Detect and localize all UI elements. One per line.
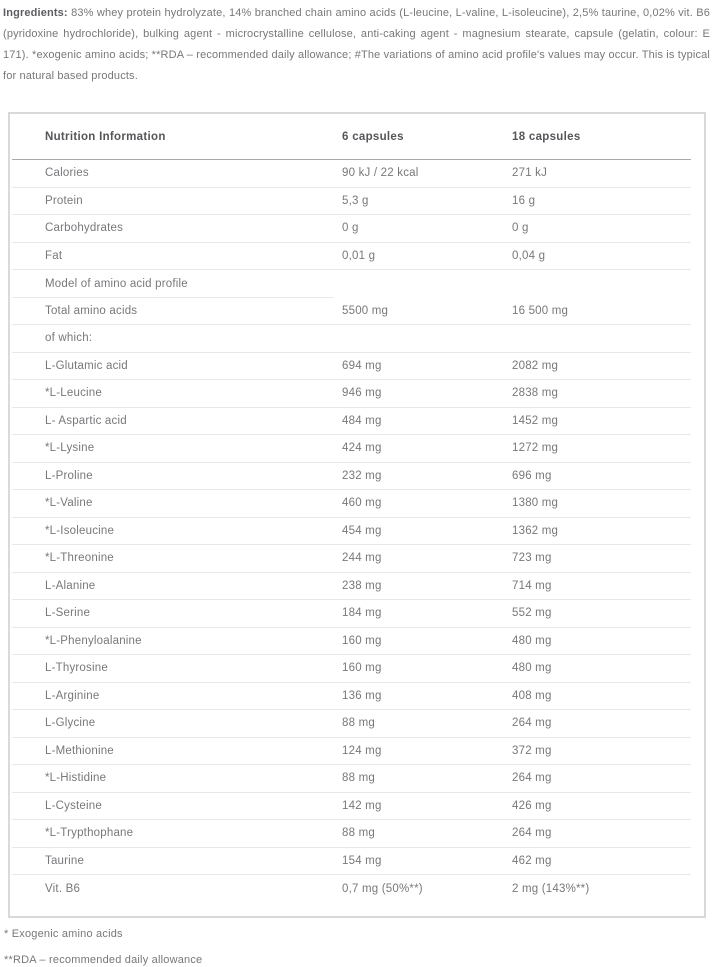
value-6-capsules: 184 mg (342, 607, 382, 620)
table-row (12, 298, 691, 326)
table-row (12, 353, 691, 381)
table-row (12, 600, 691, 628)
table-row (12, 710, 691, 738)
row-label: of which: (45, 332, 93, 345)
value-18-capsules: 2082 mg (512, 359, 559, 372)
value-18-capsules: 0,04 g (512, 249, 546, 262)
table-row (12, 188, 691, 216)
value-6-capsules: 460 mg (342, 497, 382, 510)
table-row (12, 215, 691, 243)
value-18-capsules: 2 mg (143%**) (512, 882, 590, 895)
row-label: Fat (45, 249, 63, 262)
value-6-capsules: 124 mg (342, 744, 382, 757)
row-label: L-Serine (45, 607, 91, 620)
value-18-capsules: 16 500 mg (512, 304, 569, 317)
value-18-capsules: 480 mg (512, 662, 552, 675)
value-18-capsules: 408 mg (512, 689, 552, 702)
row-label: *L-Isoleucine (45, 524, 115, 537)
table-row (12, 160, 691, 188)
value-6-capsules: 232 mg (342, 469, 382, 482)
row-label: *L-Histidine (45, 772, 107, 785)
value-6-capsules: 5,3 g (342, 194, 369, 207)
column-header-18-capsules: 18 capsules (512, 130, 581, 143)
row-label: L-Methionine (45, 744, 114, 757)
row-label: L-Alanine (45, 579, 96, 592)
value-18-capsules: 552 mg (512, 607, 552, 620)
table-row (12, 518, 691, 546)
value-18-capsules: 0 g (512, 222, 529, 235)
table-row (12, 545, 691, 573)
value-18-capsules: 480 mg (512, 634, 552, 647)
row-label: L-Cysteine (45, 799, 102, 812)
row-label: L- Aspartic acid (45, 414, 127, 427)
table-row (12, 573, 691, 601)
row-label: *L-Threonine (45, 552, 114, 565)
row-label: L-Proline (45, 469, 93, 482)
row-label: L-Glycine (45, 717, 96, 730)
value-6-capsules: 424 mg (342, 442, 382, 455)
ingredients-label: Ingredients: (3, 7, 68, 19)
value-6-capsules: 5500 mg (342, 304, 389, 317)
row-label: *L-Phenyloalanine (45, 634, 142, 647)
value-6-capsules: 90 kJ / 22 kcal (342, 167, 419, 180)
table-row (12, 463, 691, 491)
value-6-capsules: 244 mg (342, 552, 382, 565)
table-row (12, 793, 691, 821)
value-6-capsules: 88 mg (342, 772, 375, 785)
value-18-capsules: 426 mg (512, 799, 552, 812)
value-18-capsules: 264 mg (512, 772, 552, 785)
table-row (12, 380, 691, 408)
value-18-capsules: 264 mg (512, 827, 552, 840)
row-label: *L-Trypthophane (45, 827, 134, 840)
table-row (12, 628, 691, 656)
footnote-rda: **RDA – recommended daily allowance (4, 953, 203, 966)
value-18-capsules: 696 mg (512, 469, 552, 482)
table-row (12, 325, 691, 353)
table-row (12, 243, 691, 271)
value-18-capsules: 1272 mg (512, 442, 559, 455)
value-6-capsules: 694 mg (342, 359, 382, 372)
table-row (12, 820, 691, 848)
value-6-capsules: 88 mg (342, 717, 375, 730)
value-6-capsules: 142 mg (342, 799, 382, 812)
column-header-nutrition-information: Nutrition Information (45, 130, 166, 143)
row-label: Total amino acids (45, 304, 138, 317)
row-label: Protein (45, 194, 83, 207)
row-label: *L-Leucine (45, 387, 102, 400)
table-header-row (12, 114, 691, 160)
table-row (12, 408, 691, 436)
ingredients-paragraph (0, 0, 714, 87)
table-row (12, 848, 691, 876)
value-6-capsules: 238 mg (342, 579, 382, 592)
table-row (12, 655, 691, 683)
row-label: Taurine (45, 854, 85, 867)
table-body (10, 160, 704, 903)
value-6-capsules: 454 mg (342, 524, 382, 537)
value-18-capsules: 462 mg (512, 854, 552, 867)
table-row (12, 738, 691, 766)
value-18-capsules: 714 mg (512, 579, 552, 592)
column-header-6-capsules: 6 capsules (342, 130, 404, 143)
value-18-capsules: 1380 mg (512, 497, 559, 510)
row-label: Carbohydrates (45, 222, 124, 235)
table-row (12, 875, 691, 903)
row-label: *L-Lysine (45, 442, 95, 455)
table-row (12, 765, 691, 793)
table-row (12, 435, 691, 463)
value-18-capsules: 264 mg (512, 717, 552, 730)
value-6-capsules: 160 mg (342, 662, 382, 675)
value-6-capsules: 136 mg (342, 689, 382, 702)
value-18-capsules: 723 mg (512, 552, 552, 565)
value-18-capsules: 1362 mg (512, 524, 559, 537)
nutrition-table (8, 112, 706, 918)
table-row (12, 270, 691, 298)
row-label: Calories (45, 167, 89, 180)
row-label: L-Thyrosine (45, 662, 108, 675)
value-6-capsules: 88 mg (342, 827, 375, 840)
value-6-capsules: 0,01 g (342, 249, 376, 262)
ingredients-text: 83% whey protein hydrolyzate, 14% branched chain amino acids (L-leucine, L-valine, L-isoleucine), 2,5% taurine, 0,02% vit. B6 (pyridoxine hydrochloride), bulking agent - microcrystalline cellulose, anti-caking agent - magnesium stearate, capsule (gelatin, colour: E 171). *exogenic amino acids; **RDA – recommended daily allowance; #The variations of amino acid profile's values may occur. This is typical for natural based products. (3, 7, 710, 82)
value-6-capsules: 484 mg (342, 414, 382, 427)
value-6-capsules: 0,7 mg (50%**) (342, 882, 423, 895)
value-18-capsules: 2838 mg (512, 387, 559, 400)
footnote-exogenic: * Exogenic amino acids (4, 927, 123, 940)
row-label: L-Arginine (45, 689, 100, 702)
value-6-capsules: 160 mg (342, 634, 382, 647)
table-row (12, 490, 691, 518)
value-18-capsules: 16 g (512, 194, 536, 207)
row-label: Vit. B6 (45, 882, 81, 895)
value-18-capsules: 271 kJ (512, 167, 548, 180)
table-row (12, 683, 691, 711)
value-6-capsules: 154 mg (342, 854, 382, 867)
value-18-capsules: 1452 mg (512, 414, 559, 427)
row-label: Model of amino acid profile (45, 277, 188, 290)
value-6-capsules: 0 g (342, 222, 359, 235)
row-label: *L-Valine (45, 497, 93, 510)
value-18-capsules: 372 mg (512, 744, 552, 757)
row-label: L-Glutamic acid (45, 359, 128, 372)
value-6-capsules: 946 mg (342, 387, 382, 400)
